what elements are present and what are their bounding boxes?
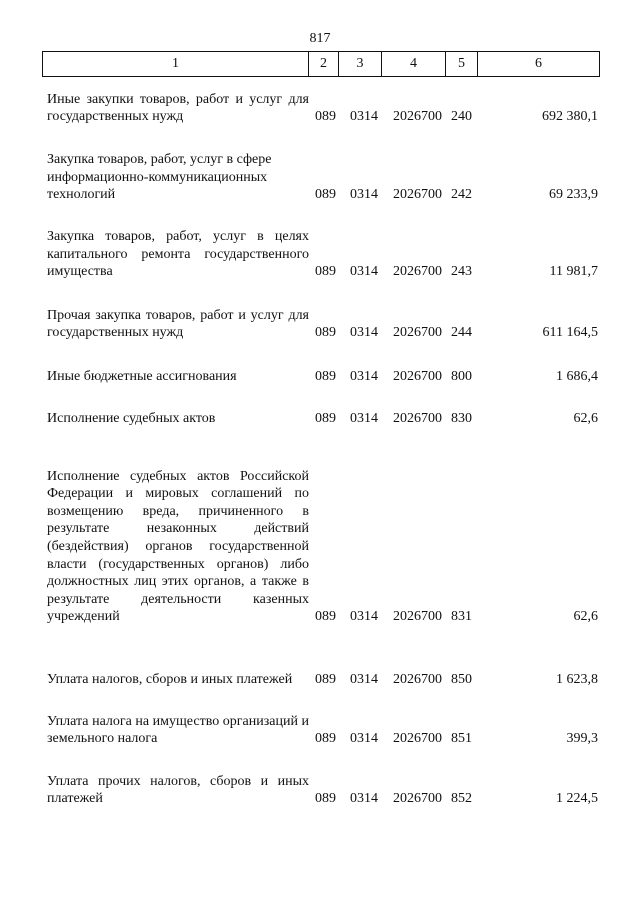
row-amount: 62,6 (573, 411, 598, 427)
row-col3: 0314 (350, 731, 378, 747)
row-amount: 62,6 (573, 609, 598, 625)
row-col3: 0314 (350, 672, 378, 688)
row-col5: 851 (451, 731, 472, 747)
row-name: Закупка товаров, работ, услуг в сфере информационно-коммуникационных технологий (47, 152, 272, 203)
row-amount: 1 623,8 (556, 672, 598, 688)
row-name: Уплата прочих налогов, сборов и иных платежей (47, 773, 309, 807)
row-col4: 2026700 (393, 264, 442, 280)
row-col3: 0314 (350, 609, 378, 625)
row-col5: 244 (451, 325, 472, 341)
row-name: Иные бюджетные ассигнования (47, 369, 237, 385)
row-col4: 2026700 (393, 411, 442, 427)
row-col2: 089 (315, 325, 336, 341)
row-col4: 2026700 (393, 609, 442, 625)
row-col4: 2026700 (393, 369, 442, 385)
row-col5: 852 (451, 791, 472, 807)
row-name: Уплата налогов, сборов и иных платежей (47, 672, 293, 688)
row-col4: 2026700 (393, 791, 442, 807)
row-amount: 11 981,7 (549, 264, 598, 280)
row-name: Иные закупки товаров, работ и услуг для государственных нужд (47, 91, 309, 125)
row-amount: 1 686,4 (556, 369, 598, 385)
row-col4: 2026700 (393, 325, 442, 341)
row-amount: 399,3 (566, 731, 598, 747)
row-col2: 089 (315, 369, 336, 385)
row-col3: 0314 (350, 109, 378, 125)
row-name: Закупка товаров, работ, услуг в целях капитального ремонта государственного имущества (47, 229, 309, 280)
row-col3: 0314 (350, 264, 378, 280)
column-header-2: 2 (309, 52, 339, 77)
row-col3: 0314 (350, 325, 378, 341)
row-col2: 089 (315, 187, 336, 203)
column-header-5: 5 (446, 52, 478, 77)
row-col5: 831 (451, 609, 472, 625)
row-col5: 800 (451, 369, 472, 385)
row-amount: 692 380,1 (542, 109, 598, 125)
column-header-4: 4 (382, 52, 446, 77)
column-header-1: 1 (43, 52, 309, 77)
row-col5: 242 (451, 187, 472, 203)
row-col2: 089 (315, 731, 336, 747)
page-number: 817 (309, 31, 331, 46)
column-header-3: 3 (339, 52, 382, 77)
row-col5: 850 (451, 672, 472, 688)
row-col2: 089 (315, 411, 336, 427)
row-col2: 089 (315, 609, 336, 625)
row-col4: 2026700 (393, 109, 442, 125)
row-name: Прочая закупка товаров, работ и услуг для государственных нужд (47, 307, 309, 341)
row-name: Уплата налога на имущество организаций и земельного налога (47, 713, 309, 747)
row-col5: 240 (451, 109, 472, 125)
column-header-6: 6 (478, 52, 600, 77)
row-col3: 0314 (350, 369, 378, 385)
row-col4: 2026700 (393, 731, 442, 747)
row-col2: 089 (315, 109, 336, 125)
row-name: Исполнение судебных актов (47, 411, 216, 427)
row-col5: 830 (451, 411, 472, 427)
row-col2: 089 (315, 264, 336, 280)
row-name: Исполнение судебных актов Российской Федерации и мировых соглашений по возмещению вреда, причиненного в результате незаконных действий (бездействия) органов государственной власти (государственных органов) либо должностных лиц этих органов, а также в результате деятельности казенных учреждений (47, 468, 309, 625)
row-col2: 089 (315, 791, 336, 807)
row-amount: 611 164,5 (542, 325, 598, 341)
row-col3: 0314 (350, 187, 378, 203)
row-col5: 243 (451, 264, 472, 280)
row-col3: 0314 (350, 791, 378, 807)
row-amount: 69 233,9 (549, 187, 598, 203)
row-col2: 089 (315, 672, 336, 688)
row-col3: 0314 (350, 411, 378, 427)
row-col4: 2026700 (393, 672, 442, 688)
row-amount: 1 224,5 (556, 791, 598, 807)
row-col4: 2026700 (393, 187, 442, 203)
